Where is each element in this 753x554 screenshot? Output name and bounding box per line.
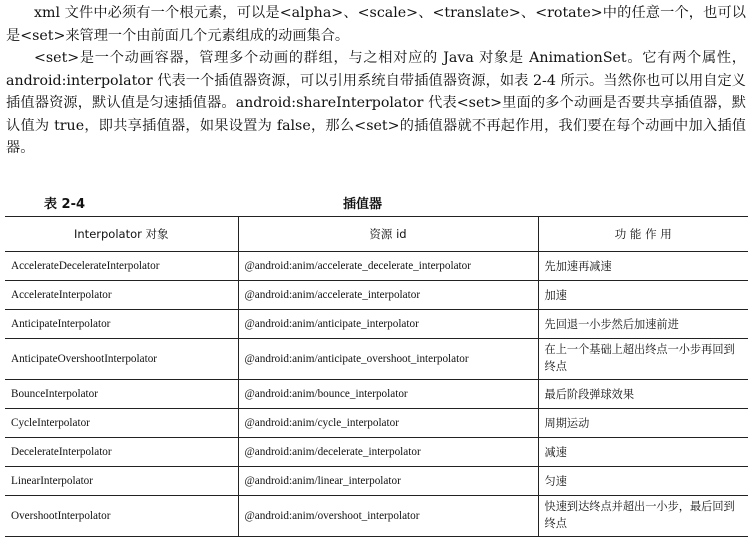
cell-resource-id: @android:anim/accelerate_interpolator [238, 281, 538, 310]
table-row [5, 380, 748, 409]
cell-resource-id: @android:anim/accelerate_decelerate_interpolator [238, 252, 538, 281]
cell-interpolator: LinearInterpolator [5, 467, 238, 496]
table-title: 插值器 [343, 197, 383, 212]
cell-interpolator: AnticipateOvershootInterpolator [5, 339, 238, 380]
cell-function: 先回退一小步然后加速前进 [538, 310, 748, 339]
cell-interpolator: DecelerateInterpolator [5, 438, 238, 467]
cell-function: 最后阶段弹球效果 [538, 380, 748, 409]
table-row [5, 339, 748, 380]
table-header-row [5, 217, 748, 252]
paragraph-set-container: <set>是一个动画容器，管理多个动画的群组，与之相对应的 Java 对象是 AnimationSet。它有两个属性，android:interpolator 代表一个插值器资源，可以引用系统自带插值器资源，如表 2-4 所示。当然你也可以用自定义插值器资源，默认值是匀速插值器。android:shareInterpolator 代表<set>里面的多个动画是否要共享插值器，默认值为 true，即共享插值器，如果设置为 false，那么<set>的插值器就不再起作用，我们要在每个动画中加入插值器。 [6, 50, 746, 156]
cell-interpolator: AccelerateDecelerateInterpolator [5, 252, 238, 281]
table-row [5, 438, 748, 467]
table-row [5, 496, 748, 537]
cell-function: 加速 [538, 281, 748, 310]
header-function: 功 能 作 用 [538, 217, 748, 252]
cell-resource-id: @android:anim/anticipate_overshoot_interpolator [238, 339, 538, 380]
table-row [5, 281, 748, 310]
cell-function: 先加速再减速 [538, 252, 748, 281]
table-row [5, 409, 748, 438]
cell-resource-id: @android:anim/decelerate_interpolator [238, 438, 538, 467]
table-row [5, 467, 748, 496]
cell-resource-id: @android:anim/bounce_interpolator [238, 380, 538, 409]
cell-function: 在上一个基础上超出终点一小步再回到终点 [538, 339, 748, 380]
cell-interpolator: AnticipateInterpolator [5, 310, 238, 339]
cell-function: 减速 [538, 438, 748, 467]
paragraph-root-element: xml 文件中必须有一个根元素，可以是<alpha>、<scale>、<translate>、<rotate>中的任意一个，也可以是<set>来管理一个由前面几个元素组成的动画集合。 [6, 5, 746, 44]
header-resource-id: 资源 id [238, 217, 538, 252]
cell-resource-id: @android:anim/anticipate_interpolator [238, 310, 538, 339]
header-interpolator: Interpolator 对象 [5, 217, 238, 252]
cell-function: 快速到达终点并超出一小步，最后回到终点 [538, 496, 748, 537]
cell-resource-id: @android:anim/cycle_interpolator [238, 409, 538, 438]
cell-resource-id: @android:anim/linear_interpolator [238, 467, 538, 496]
table-row [5, 252, 748, 281]
cell-function: 周期运动 [538, 409, 748, 438]
table-label: 表 2-4 [44, 197, 86, 212]
cell-function: 匀速 [538, 467, 748, 496]
cell-interpolator: AccelerateInterpolator [5, 281, 238, 310]
interpolator-table [5, 216, 748, 537]
cell-resource-id: @android:anim/overshoot_interpolator [238, 496, 538, 537]
cell-interpolator: CycleInterpolator [5, 409, 238, 438]
cell-interpolator: OvershootInterpolator [5, 496, 238, 537]
cell-interpolator: BounceInterpolator [5, 380, 238, 409]
table-row [5, 310, 748, 339]
